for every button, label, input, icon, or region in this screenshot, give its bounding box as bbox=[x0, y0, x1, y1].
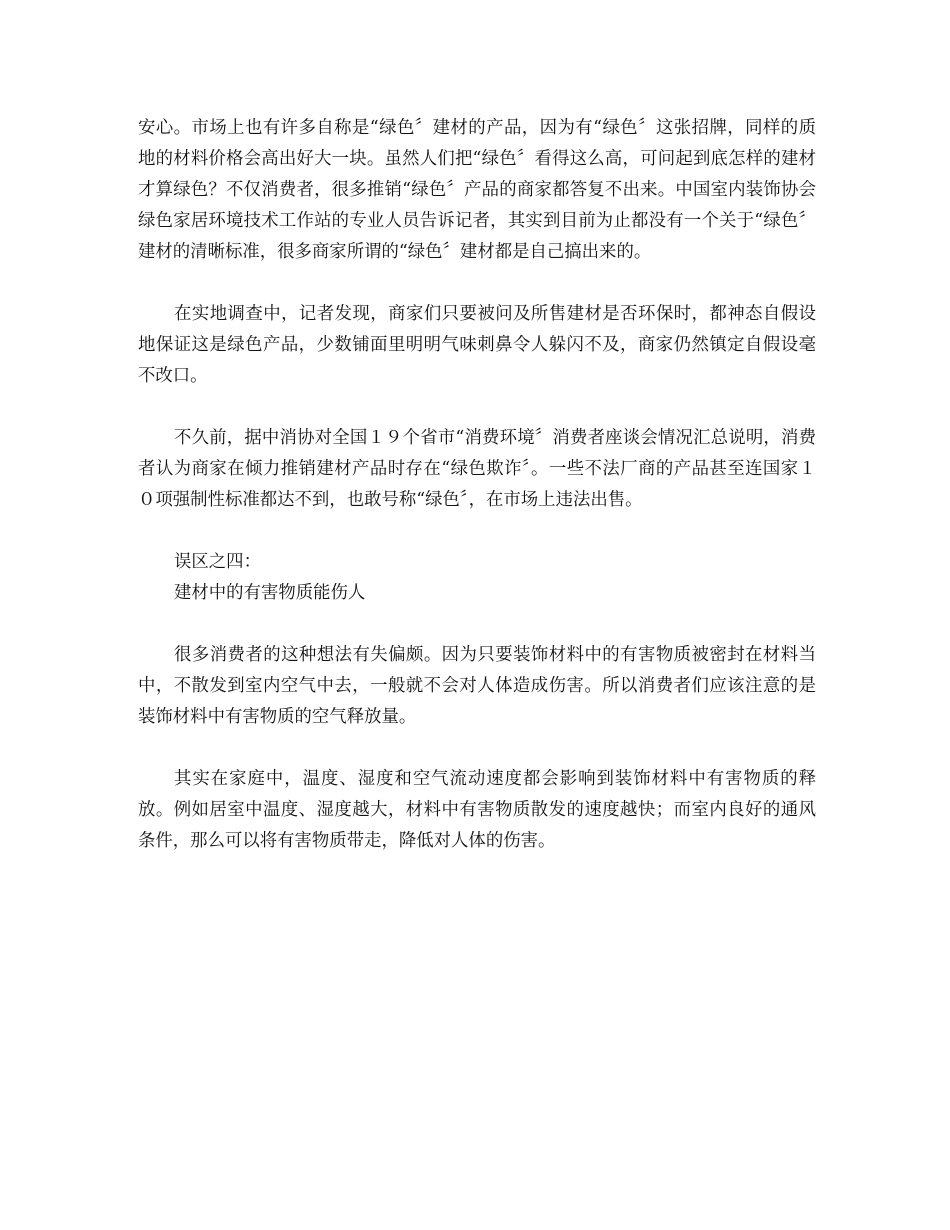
section-heading-label: 误区之四： bbox=[174, 552, 261, 572]
paragraph-4: 很多消费者的这种想法有失偏颇。因为只要装饰材料中的有害物质被密封在材料当中，不散发到室内空气中去，一般就不会对人体造成伤害。所以消费者们应该注意的是装饰材料中有害物质的空气释放量。 bbox=[138, 645, 816, 727]
paragraph-2: 在实地调查中，记者发现，商家们只要被问及所售建材是否环保时，都神态自假设地保证这是绿色产品，少数铺面里明明气味刺鼻令人躲闪不及，商家仍然镇定自假设毫不改口。 bbox=[138, 304, 816, 386]
paragraph-gap bbox=[138, 268, 816, 299]
paragraph-1: 安心。市场上也有许多自称是“绿色〞建材的产品，因为有“绿色〞这张招牌，同样的质地的材料价格会高出好大一块。虽然人们把“绿色〞看得这么高，可问起到底怎样的建材才算绿色？不仅消费者，很多推销“绿色〞产品的商家都答复不出来。中国室内装饰协会绿色家居环境技术工作站的专业人员告诉记者，其实到目前为止都没有一个关于“绿色〞建材的清晰标准，很多商家所谓的“绿色〞建材都是自己搞出来的。 bbox=[138, 118, 816, 262]
document-page bbox=[138, 113, 816, 857]
paragraph-gap bbox=[138, 392, 816, 423]
paragraph-gap bbox=[138, 733, 816, 764]
section-heading-title: 建材中的有害物质能伤人 bbox=[174, 583, 366, 603]
paragraph-5: 其实在家庭中，温度、湿度和空气流动速度都会影响到装饰材料中有害物质的释放。例如居室中温度、湿度越大，材料中有害物质散发的速度越快；而室内良好的通风条件，那么可以将有害物质带走，降低对人体的伤害。 bbox=[138, 769, 816, 851]
paragraph-gap bbox=[138, 516, 816, 547]
paragraph-gap bbox=[138, 609, 816, 640]
paragraph-3: 不久前，据中消协对全国１９个省市“消费环境〞消费者座谈会情况汇总说明，消费者认为商家在倾力推销建材产品时存在“绿色欺诈〞。一些不法厂商的产品甚至连国家１０项强制性标准都达不到，也敢号称“绿色〞，在市场上违法出售。 bbox=[138, 428, 816, 510]
